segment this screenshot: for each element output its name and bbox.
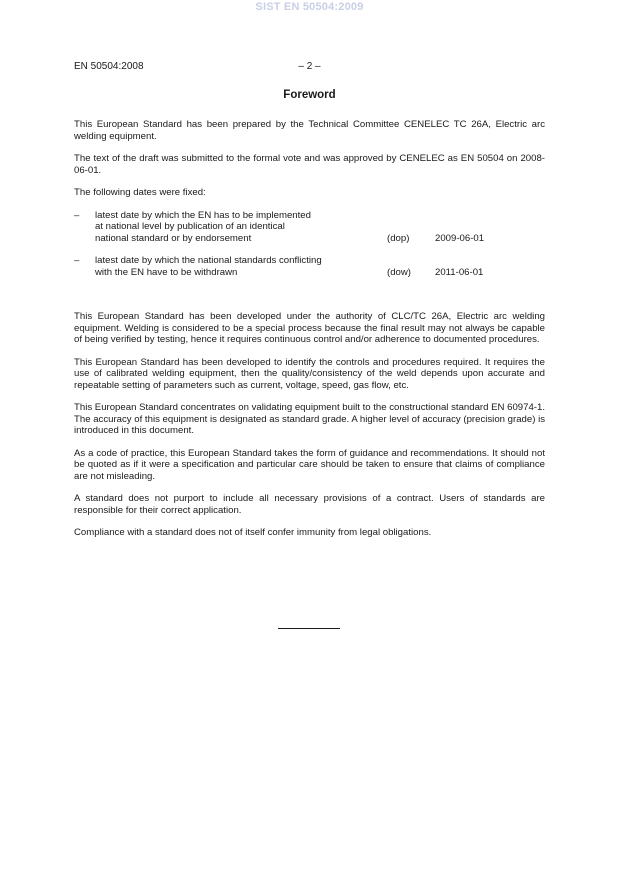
paragraph-code-of-practice: As a code of practice, this European Standard takes the form of guidance and recommendations. It should not be quoted as if it were a specification and particular care should be taken to ensure that claims of compliance are not misleading. [74, 447, 545, 482]
date-value: 2011-06-01 [435, 266, 484, 278]
watermark: SIST EN 50504:2009 [255, 1, 364, 13]
date-description [95, 210, 387, 245]
paragraph-approval: The text of the draft was submitted to the formal vote and was approved by CENELEC as EN 50504 on 2008-06-01. [74, 153, 545, 176]
page-number: – 2 – [298, 61, 321, 72]
document-id: EN 50504:2008 [74, 61, 144, 72]
separator-line [278, 628, 340, 629]
date-item-dow [74, 255, 545, 278]
paragraph-compliance: Compliance with a standard does not of itself confer immunity from legal obligations. [74, 527, 432, 538]
date-code: (dow) [387, 266, 411, 278]
date-description-line: at national level by publication of an identical [95, 221, 285, 232]
date-description-line: with the EN have to be withdrawn [95, 266, 238, 278]
date-description [95, 255, 387, 278]
paragraph-authority: This European Standard has been developed under the authority of CLC/TC 26A, Electric arc welding equipment. Welding is considered to be a special process because the final result may not always be capable of being verified by testing, hence it requires continuous control and/or adherence to documented procedures. [74, 311, 545, 345]
paragraph-dates-intro: The following dates were fixed: [74, 187, 206, 198]
date-description-line: national standard or by endorsement [95, 232, 252, 244]
date-description-line: latest date by which the national standards conflicting [95, 255, 322, 266]
paragraph-controls: This European Standard has been developed to identify the controls and procedures required. It requires the use of calibrated welding equipment, then the quality/consistency of the weld depends upon accurate and repeatable setting of parameters such as current, voltage, speed, gas flow, etc. [74, 356, 545, 391]
paragraph-validation: This European Standard concentrates on validating equipment built to the constructional standard EN 60974-1. The accuracy of this equipment is designated as standard grade. A higher level of accuracy (precision grade) is introduced in this document. [74, 402, 545, 436]
foreword-body [74, 119, 545, 539]
date-description-line: latest date by which the EN has to be implemented [95, 209, 311, 221]
date-value: 2009-06-01 [435, 232, 485, 244]
paragraph-prepared-by: This European Standard has been prepared by the Technical Committee CENELEC TC 26A, Electric arc welding equipment. [74, 119, 545, 142]
list-dash: – [74, 209, 80, 221]
list-dash: – [74, 255, 80, 266]
paragraph-contract: A standard does not purport to include all necessary provisions of a contract. Users of standards are responsible for their correct application. [74, 493, 545, 516]
page-title: Foreword [283, 89, 336, 101]
date-item-dop [74, 210, 545, 245]
date-code: (dop) [387, 232, 410, 244]
dates-list [74, 210, 545, 279]
